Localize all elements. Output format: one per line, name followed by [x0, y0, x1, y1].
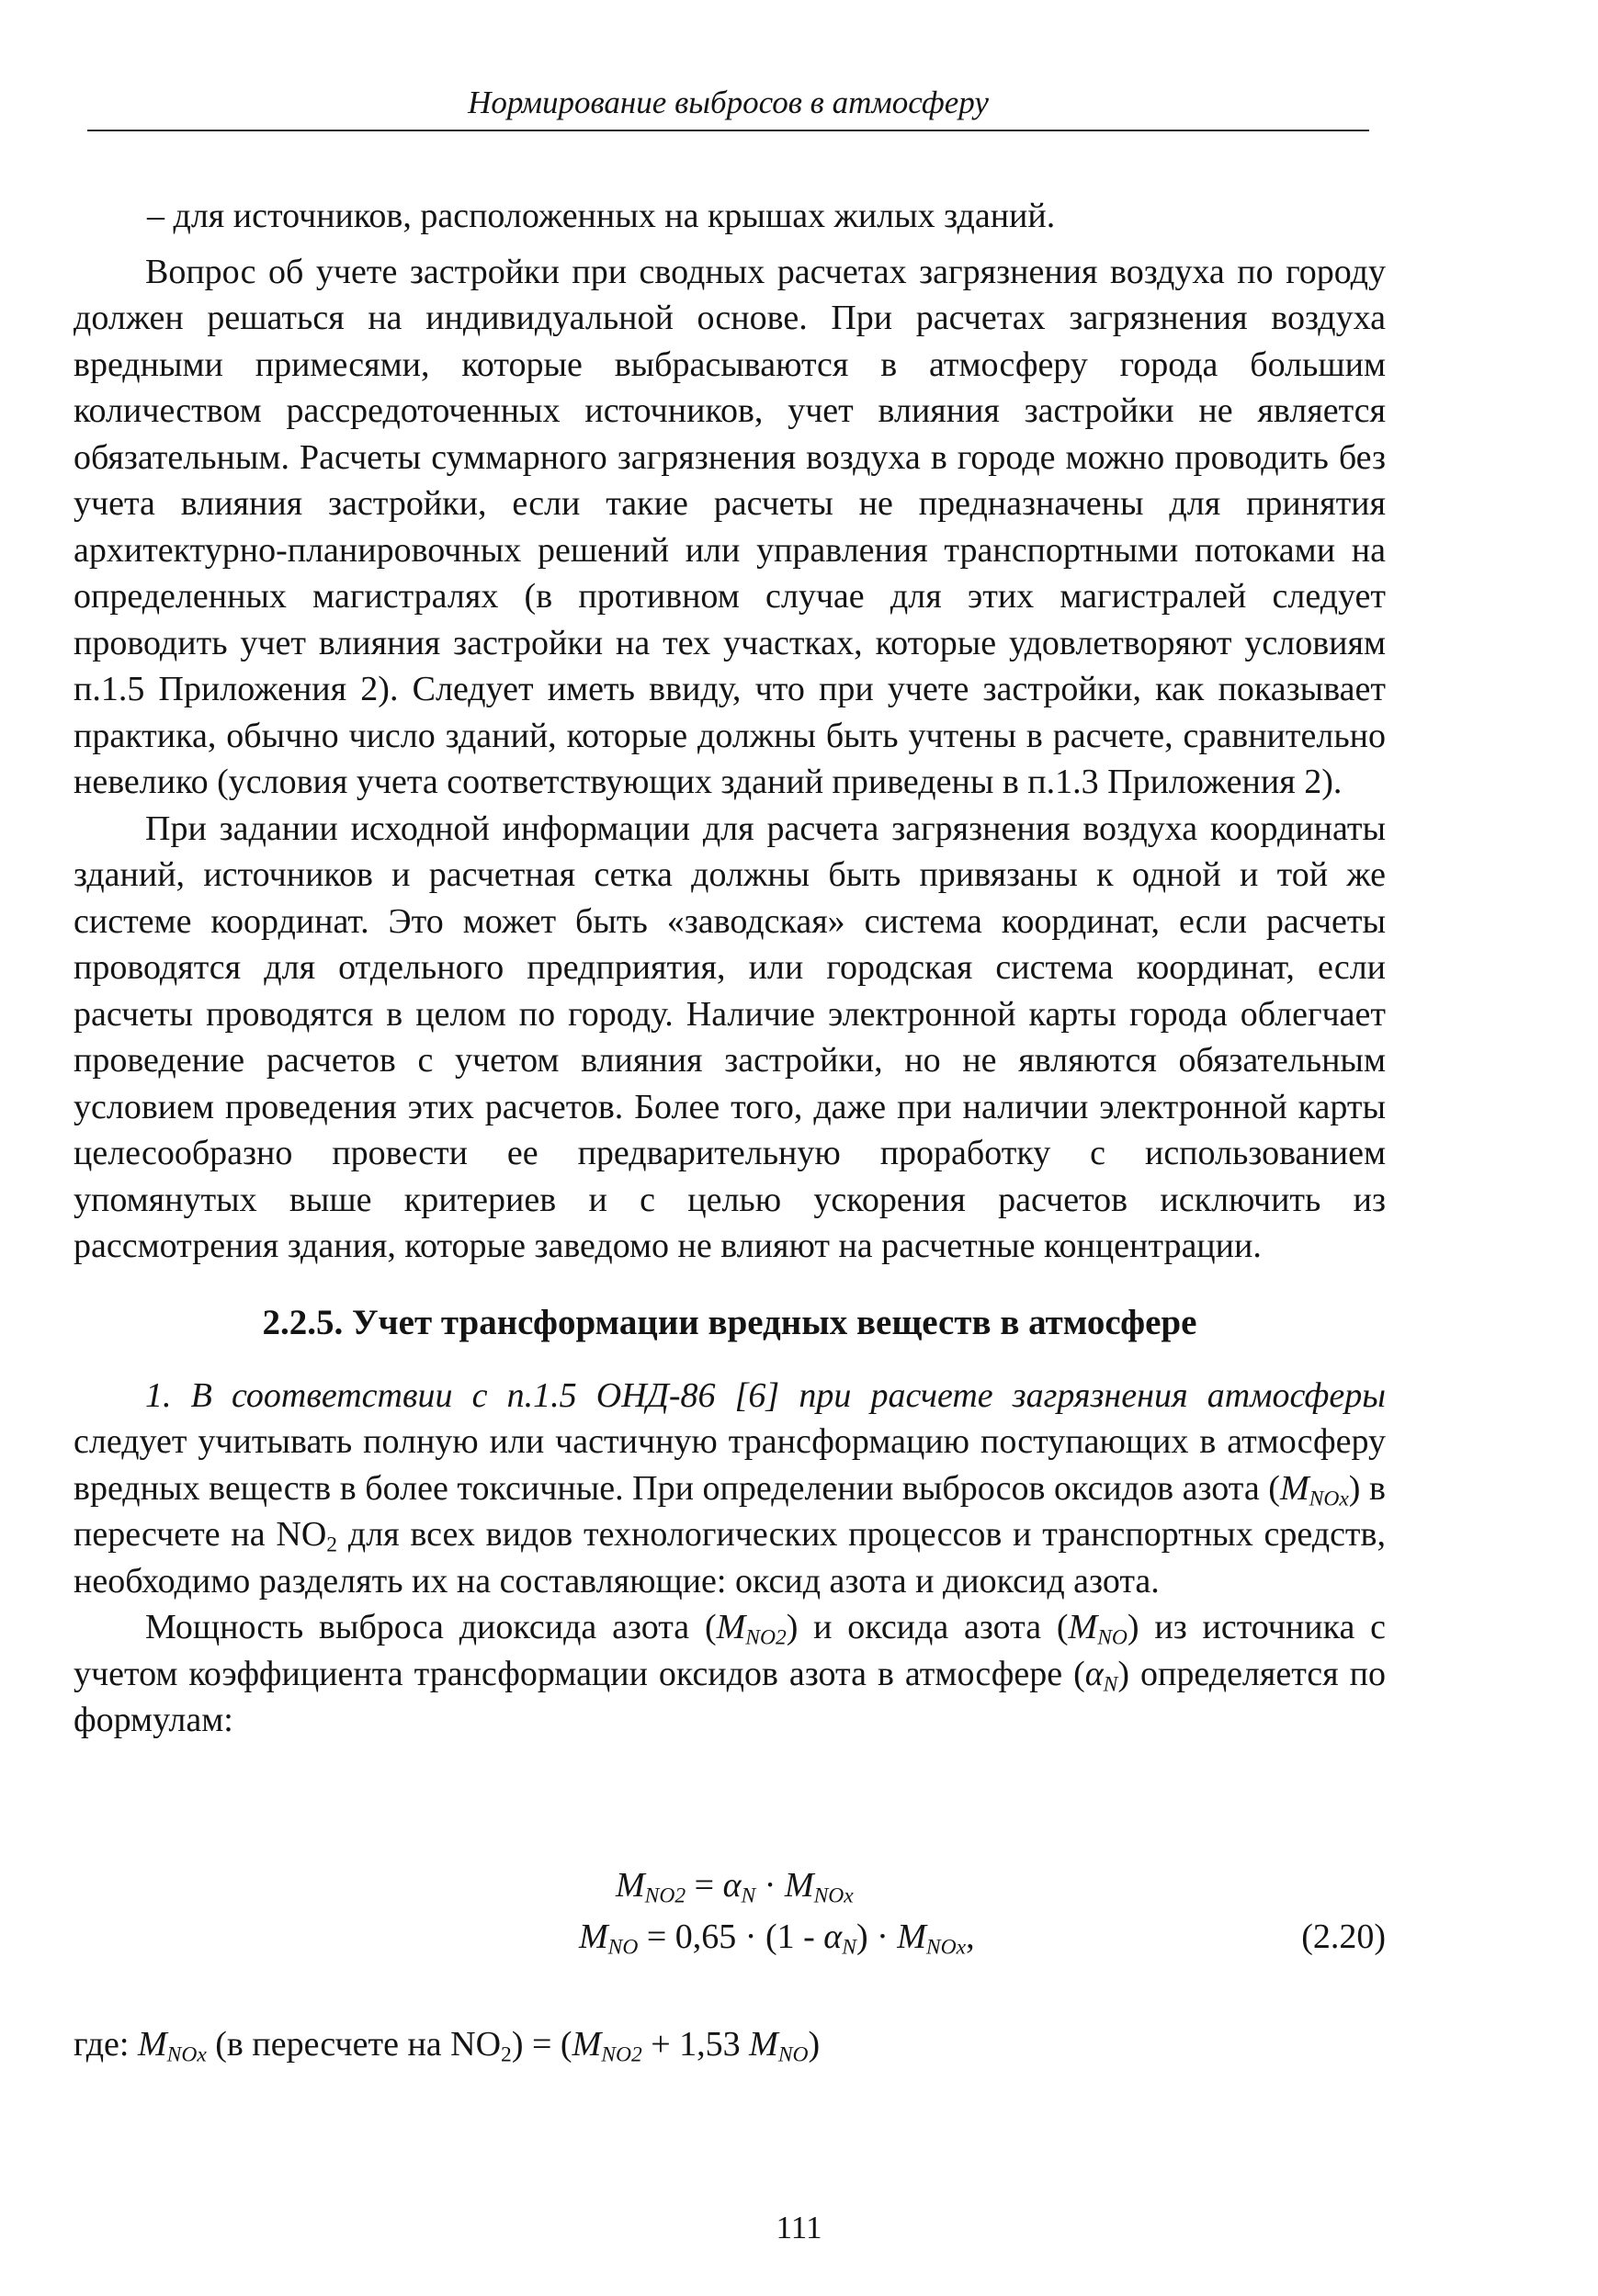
paragraph-italic-lead: 1. В соответствии с п.1.5 ОНД-86 [6] при расчете загрязнения атмосферы [145, 1375, 1386, 1415]
page-number: 111 [776, 2210, 822, 2245]
formula-block [74, 1860, 1386, 1962]
paragraph-transformation: 1. В соответствии с п.1.5 ОНД-86 [6] при расчете загрязнения атмосферы следует учитывать полную или частичную трансформацию поступающих в атмосферу вредных веществ в более токсичные. При определении выбросов оксидов азота $(M_{NOx})$ в пересчете на $NO_2$ для всех видов технологических процессов и транспортных средств, необходимо разделять их на составляющие: оксид азота и диоксид азота. [74, 1375, 1386, 1600]
list-item-dash: – для источников, расположенных на крышах жилых зданий. [147, 197, 1056, 235]
where-line: где: $M_{NOx}$ (в пересчете на $NO_2) = (M_{NO2} + 1,53$ $M_{NO}$) [74, 2025, 821, 2067]
running-header: Нормирование выбросов в атмосферу [468, 85, 989, 120]
header-rule [87, 130, 1369, 131]
body-text [74, 193, 1386, 1744]
formula-number: (2.20) [1301, 1917, 1386, 1956]
paragraph-buildings-accounting: Вопрос об учете застройки при сводных расчетах загрязнения воздуха по городу должен решаться на индивидуальной основе. При расчетах загрязнения воздуха вредными примесями, которые выбрасываются в атмосферу города большим количеством рассредоточенных источников, учет влияния застройки не является обязательным. Расчеты суммарного загрязнения воздуха в городе можно проводить без учета влияния застройки, если такие расчеты не предназначены для принятия архитектурно-планировочных решений или управления транспортными потоками на определенных магистралях (в противном случае для этих магистралей следует проводить учет влияния застройки на тех участках, которые удовлетворяют условиям п.1.5 Приложения 2). Следует иметь ввиду, что при учете застройки, как показывает практика, обычно число зданий, которые должны быть учтены в расчете, сравнительно невелико (условия учета соответствующих зданий приведены в п.1.3 Приложения 2). [74, 252, 1386, 801]
section-heading: 2.2.5. Учет трансформации вредных веществ в атмосфере [262, 1302, 1197, 1342]
paragraph-coordinates: При задании исходной информации для расчета загрязнения воздуха координаты зданий, источников и расчетная сетка должны быть привязаны к одной и той же системе координат. Это может быть «заводская» система координат, если расчеты проводятся для отдельного предприятия, или городская система координат, если расчеты проводятся в целом по городу. Наличие электронной карты города облегчает проведение расчетов с учетом влияния застройки, но не являются обязательным условием проведения этих расчетов. Более того, даже при наличии электронной карты целесообразно провести ее предварительную проработку с использованием упомянутых выше критериев и с целью ускорения расчетов исключить из рассмотрения здания, которые заведомо не влияют на расчетные концентрации. [74, 809, 1386, 1265]
paragraph-emission-power: Мощность выброса диоксида азота $(M_{NO2})$ и оксида азота $(M_{NO})$ из источника с учетом коэффициента трансформации оксидов азота в атмосфере $(\alpha_N)$ определяется по формулам: [74, 1608, 1386, 1739]
formula-no2: $M_{NO2} = \alpha_N \cdot M_{NOx}$ [616, 1866, 854, 1908]
formula-no: $M_{NO} = 0,65 \cdot (1 - \alpha_N) \cdot M_{NOx}$, (2.20) [74, 1911, 1386, 1962]
